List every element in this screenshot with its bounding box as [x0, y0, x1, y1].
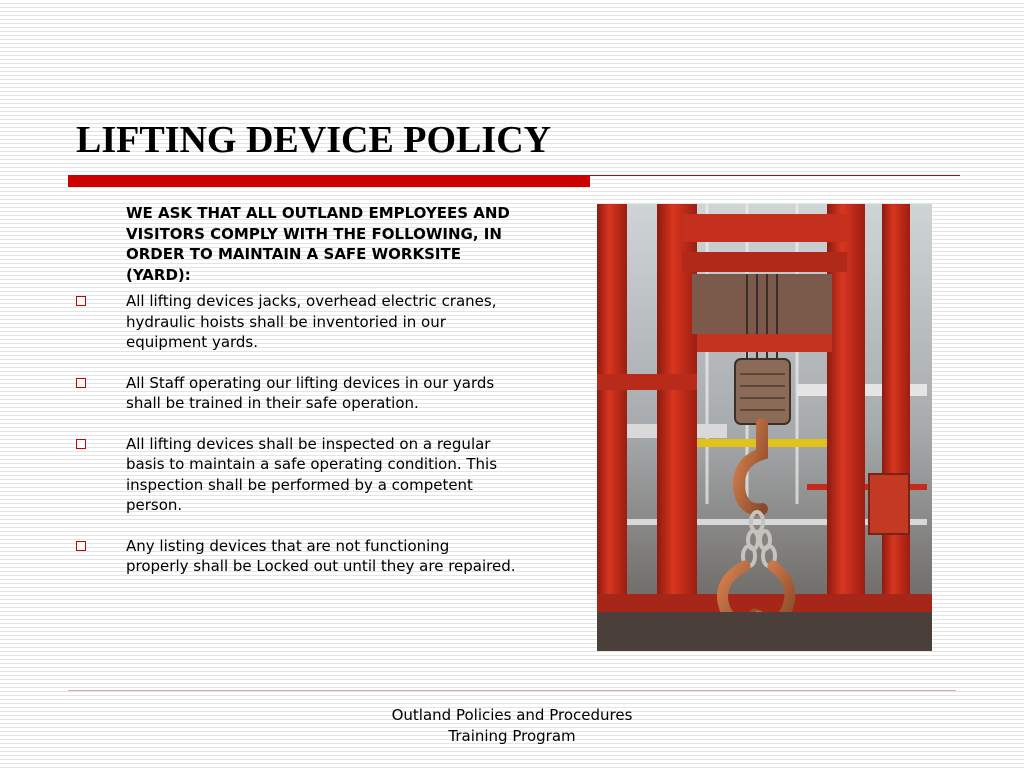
bullet-item — [76, 434, 516, 516]
intro-statement: WE ASK THAT ALL OUTLAND EMPLOYEES AND VISITORS COMPLY WITH THE FOLLOWING, IN ORDER TO MAINTAIN A SAFE WORKSITE (YARD): — [126, 204, 510, 284]
footer — [312, 705, 712, 747]
footer-line-1: Outland Policies and Procedures — [391, 706, 633, 724]
bullet-text: Any listing devices that are not functioning properly shall be Locked out until they are repaired. — [126, 536, 516, 575]
bullet-text: All lifting devices shall be inspected on a regular basis to maintain a safe operating condition. This inspection shall be performed by a competent person. — [126, 434, 498, 514]
bullet-text: All Staff operating our lifting devices in our yards shall be trained in their safe operation. — [126, 373, 495, 412]
hollow-square-icon — [76, 378, 86, 388]
footer-divider — [68, 690, 956, 691]
slide-title: LIFTING DEVICE POLICY — [76, 119, 552, 161]
slide-body — [76, 203, 516, 597]
overhead-crane-hook-photo — [597, 204, 932, 651]
title-divider-line — [590, 175, 960, 176]
bullet-text: All lifting devices jacks, overhead electric cranes, hydraulic hoists shall be inventoried in our equipment yards. — [126, 292, 497, 351]
bullet-item — [76, 536, 516, 577]
title-accent-bar — [68, 175, 590, 187]
hollow-square-icon — [76, 439, 86, 449]
hollow-square-icon — [76, 541, 86, 551]
hollow-square-icon — [76, 296, 86, 306]
bullet-item — [76, 373, 516, 414]
footer-line-2: Training Program — [448, 727, 576, 745]
bullet-item — [76, 291, 516, 353]
